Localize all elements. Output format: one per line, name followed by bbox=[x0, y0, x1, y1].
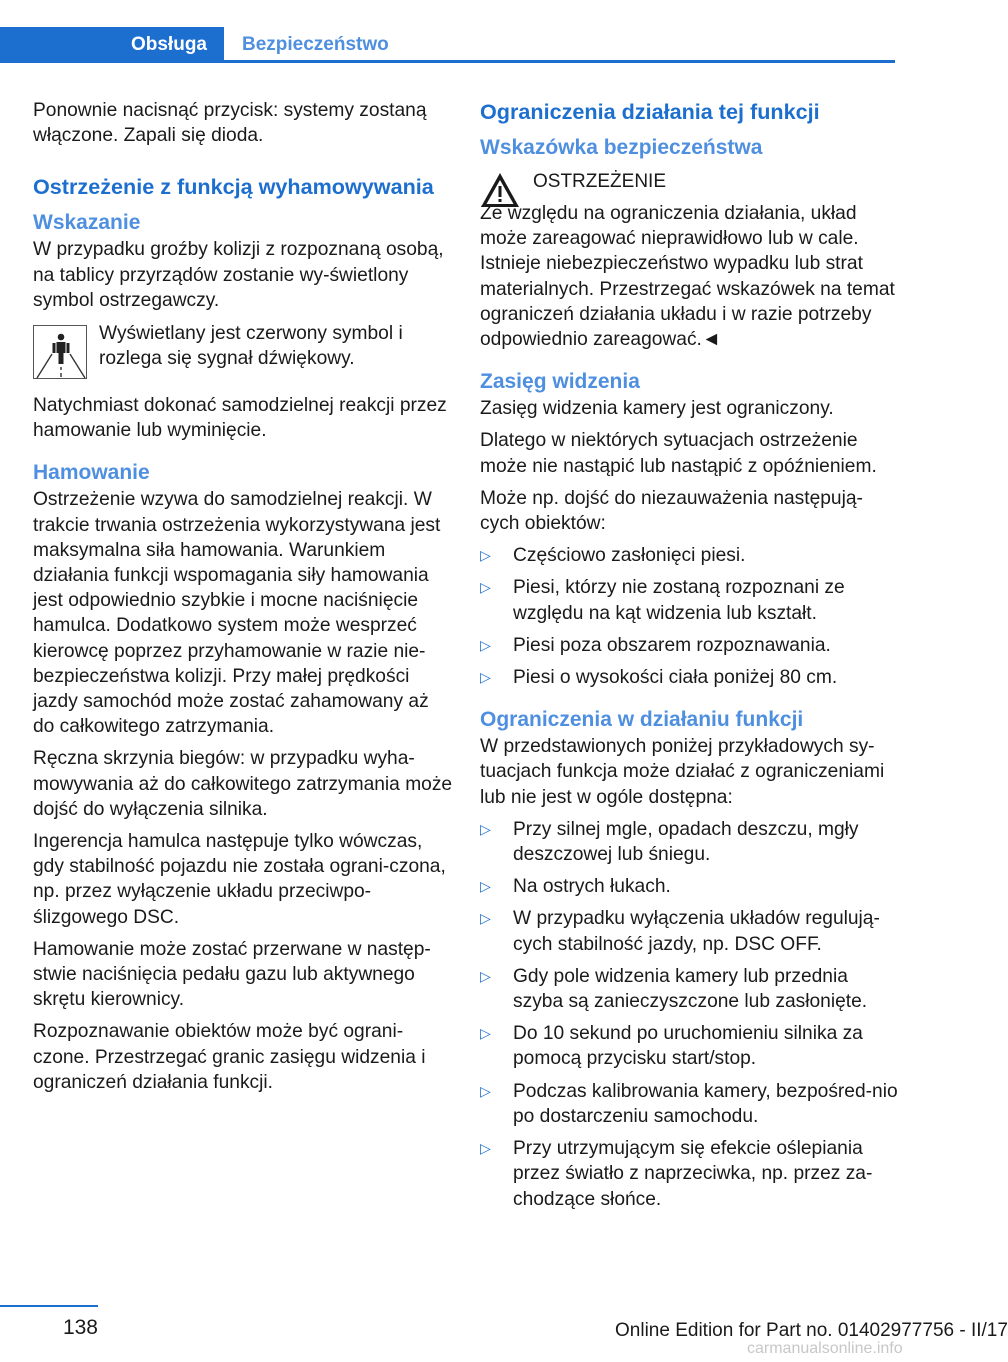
range-paragraph-2: Dlatego w niektórych sytuacjach ostrzeżenie może nie nastąpić lub nastąpić z opóźnieniem. bbox=[480, 430, 877, 477]
watermark: carmanualsonline.info bbox=[747, 1340, 903, 1357]
bullet-icon: ▷ bbox=[480, 967, 491, 984]
bullet-icon: ▷ bbox=[480, 636, 491, 653]
bullet-icon: ▷ bbox=[480, 878, 491, 895]
warning-heading: OSTRZEŻENIE bbox=[533, 171, 667, 192]
bullet-icon: ▷ bbox=[480, 1082, 491, 1099]
footer-divider bbox=[0, 1305, 98, 1307]
page-header bbox=[0, 27, 895, 63]
braking-paragraph-5: Rozpoznawanie obiektów może być ograni‐czone. Przestrzegać granic zasięgu widzenia i ograniczeń działania funkcji. bbox=[33, 1021, 426, 1093]
braking-paragraph-1: Ostrzeżenie wzywa do samodzielnej reakcji. W trakcie trwania ostrzeżenia wykorzystywana jest maksymalna siła hamowania. Warunkiem działania funkcji wspomagania siły hamowania jest odpowiednio szybkie i mocne naciśnięcie hamulca. Dodatkowo system może wesprzeć kierowcę poprzez przyhamowanie w razie nie‐bezpieczeństwa kolizji. Przy małej prędkości jazdy samochód może zostać zahamowany aż do całkowitego zatrzymania. bbox=[33, 489, 441, 738]
warning-body: Ze względu na ograniczenia działania, układ może zareagować nieprawidłowo lub w cale. Istnieje niebezpieczeństwo wypadku lub strat materialnych. Przestrzegać wskazówek na temat ograniczeń działania układu i w razie potrzeby odpowiednio zareagować.◄ bbox=[480, 203, 895, 351]
range-paragraph-1: Zasięg widzenia kamery jest ograniczony. bbox=[480, 398, 834, 420]
range-list bbox=[480, 543, 900, 690]
section-title-warning: Ostrzeżenie z funkcją wyhamowywania bbox=[33, 174, 434, 200]
list-item: ▷ Do 10 sekund po uruchomieniu silnika za pomocą przycisku start/stop. bbox=[480, 1021, 900, 1071]
react-paragraph: Natychmiast dokonać samodzielnej reakcji przez hamowanie lub wyminięcie. bbox=[33, 395, 447, 442]
pedestrian-warning-icon bbox=[33, 325, 87, 379]
subsection-title-indication: Wskazanie bbox=[33, 211, 141, 235]
subsection-title-function-limits: Ograniczenia w działaniu funkcji bbox=[480, 708, 804, 732]
header-divider bbox=[0, 60, 895, 63]
bullet-icon: ▷ bbox=[480, 547, 491, 564]
symbol-block bbox=[33, 321, 453, 379]
left-column bbox=[33, 98, 453, 1102]
bullet-icon: ▷ bbox=[480, 1025, 491, 1042]
intro-paragraph: Ponownie nacisnąć przycisk: systemy zostaną włączone. Zapali się dioda. bbox=[33, 100, 427, 147]
list-item: ▷ Gdy pole widzenia kamery lub przednia szyba są zanieczyszczone lub zasłonięte. bbox=[480, 964, 900, 1014]
edition-text: Online Edition for Part no. 01402977756 - II/17 bbox=[615, 1320, 1008, 1341]
list-item: ▷ Na ostrych łukach. bbox=[480, 874, 900, 899]
subsection-title-safety: Wskazówka bezpieczeństwa bbox=[480, 136, 763, 159]
list-item: ▷ Częściowo zasłonięci piesi. bbox=[480, 543, 900, 568]
list-item: ▷ W przypadku wyłączenia układów regulują‐cych stabilność jazdy, np. DSC OFF. bbox=[480, 906, 900, 956]
bullet-icon: ▷ bbox=[480, 910, 491, 927]
braking-paragraph-3: Ingerencja hamulca następuje tylko wówczas, gdy stabilność pojazdu nie została ograni‐czona, np. przez wyłączenie układu przeciwpo‐ślizgowego DSC. bbox=[33, 831, 446, 928]
list-item: ▷ Piesi, którzy nie zostaną rozpoznani ze względu na kąt widzenia lub kształt. bbox=[480, 575, 900, 625]
tab-obsluga[interactable]: Obsługa bbox=[0, 27, 224, 62]
bullet-icon: ▷ bbox=[480, 669, 491, 686]
list-item: ▷ Podczas kalibrowania kamery, bezpośred‐nio po dostarczeniu samochodu. bbox=[480, 1079, 900, 1129]
function-limits-paragraph: W przedstawionych poniżej przykładowych sy‐tuacjach funkcja może działać z ograniczeniami lub nie jest w ogóle dostępna: bbox=[480, 736, 885, 808]
braking-paragraph-2: Ręczna skrzynia biegów: w przypadku wyha‐mowywania aż do całkowitego zatrzymania może dojść do wyłączenia silnika. bbox=[33, 748, 453, 820]
list-item: ▷ Piesi o wysokości ciała poniżej 80 cm. bbox=[480, 665, 900, 690]
function-limits-list bbox=[480, 817, 900, 1212]
page-number: 138 bbox=[62, 1316, 98, 1339]
bullet-icon: ▷ bbox=[480, 579, 491, 596]
braking-paragraph-4: Hamowanie może zostać przerwane w następ‐stwie naciśnięcia pedału gazu lub aktywnego skrętu kierownicy. bbox=[33, 938, 431, 1011]
list-item: ▷ Piesi poza obszarem rozpoznawania. bbox=[480, 633, 900, 658]
list-item: ▷ Przy silnej mgle, opadach deszczu, mgły deszczowej lub śniegu. bbox=[480, 817, 900, 867]
section-title-limits: Ograniczenia działania tej funkcji bbox=[480, 99, 820, 124]
bullet-icon: ▷ bbox=[480, 820, 491, 837]
tab-bezpieczenstwo[interactable]: Bezpieczeństwo bbox=[224, 27, 895, 62]
symbol-description: Wyświetlany jest czerwony symbol i rozlega się sygnał dźwiękowy. bbox=[99, 323, 403, 370]
right-column bbox=[480, 98, 900, 1219]
bullet-icon: ▷ bbox=[480, 1140, 491, 1157]
indication-paragraph: W przypadku groźby kolizji z rozpoznaną osobą, na tablicy przyrządów zostanie wy‐świetlony symbol ostrzegawczy. bbox=[33, 239, 444, 311]
subsection-title-range: Zasięg widzenia bbox=[480, 370, 640, 394]
list-item: ▷ Przy utrzymującym się efekcie oślepiania przez światło z naprzeciwka, np. przez za‐chodzące słońce. bbox=[480, 1136, 900, 1212]
subsection-title-braking: Hamowanie bbox=[33, 461, 150, 485]
range-paragraph-3: Może np. dojść do niezauważenia następują‐cych obiektów: bbox=[480, 487, 863, 535]
